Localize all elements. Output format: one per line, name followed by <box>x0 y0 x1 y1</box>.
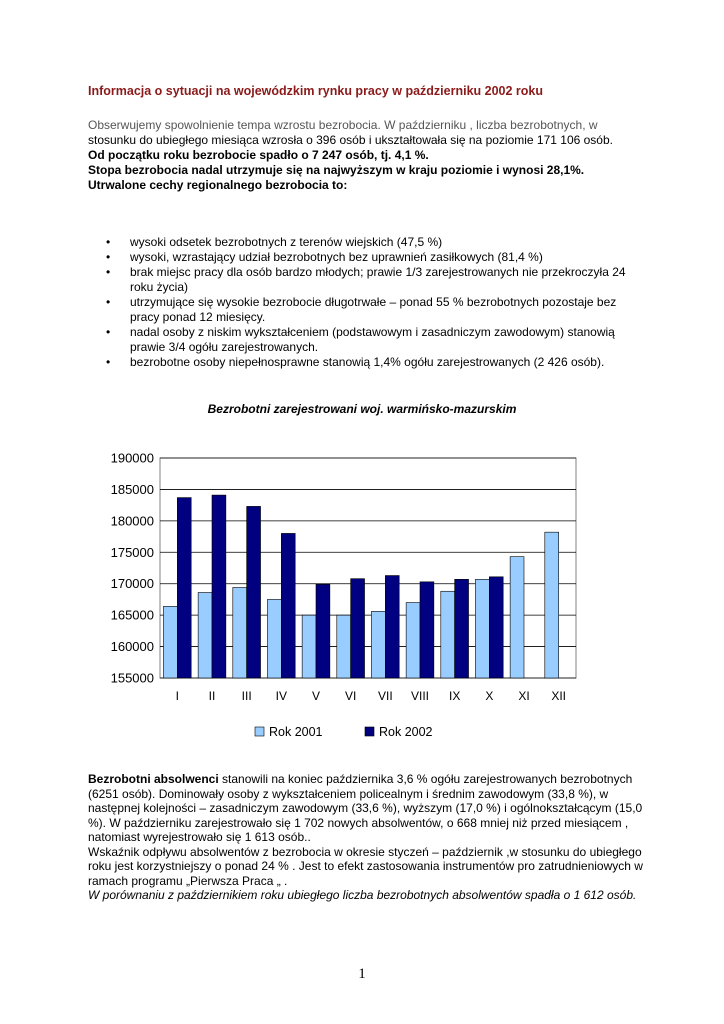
bar-rok-2001-ix <box>441 591 455 678</box>
intro-lead: Obserwujemy spowolnienie tempa wzrostu bezrobocia. W październiku , liczba bezrobotnych, w <box>88 118 598 132</box>
bar-rok-2002-v <box>316 584 330 678</box>
bar-rok-2002-iii <box>247 506 261 678</box>
bar-rok-2002-ii <box>212 495 226 678</box>
intro-text: stosunku do ubiegłego miesiąca wzrosła o 396 osób i ukształtowała się na poziomie 171 106 osób. <box>88 133 613 147</box>
x-tick-label: IX <box>448 689 461 703</box>
bar-chart <box>85 440 605 760</box>
bar-rok-2002-viii <box>420 582 434 678</box>
x-tick-label: IV <box>275 689 288 703</box>
bar-rok-2001-xii <box>545 532 559 678</box>
bar-rok-2002-i <box>177 498 191 678</box>
list-item: • utrzymujące się wysokie bezrobocie długotrwałe – ponad 55 % bezrobotnych pozostaje bez pracy ponad 12 miesięcy. <box>88 295 648 325</box>
x-tick-label: II <box>208 689 216 703</box>
y-tick-label: 160000 <box>110 639 154 655</box>
bullet-list <box>88 235 648 370</box>
list-item: • wysoki, wzrastający udział bezrobotnych bez uprawnień zasiłkowych (81,4 %) <box>88 250 648 265</box>
chart-title: Bezrobotni zarejestrowani woj. warmińsko-mazurskim <box>207 402 517 416</box>
y-tick-label: 180000 <box>110 513 154 529</box>
bar-rok-2001-v <box>302 615 316 678</box>
bar-rok-2001-iii <box>233 587 247 678</box>
bar-rok-2001-vi <box>337 615 351 678</box>
list-item: • brak miejsc pracy dla osób bardzo młodych; prawie 1/3 zarejestrowanych nie przekroczyła 24 roku życia) <box>88 265 648 295</box>
x-tick-label: X <box>485 689 494 703</box>
page-title: Informacja o sytuacji na wojewódzkim rynku pracy w październiku 2002 roku <box>88 84 544 98</box>
bar-rok-2002-x <box>489 577 503 678</box>
y-tick-label: 165000 <box>110 607 154 623</box>
bar-rok-2001-i <box>163 606 177 678</box>
x-tick-label: III <box>241 689 252 703</box>
graduates-section <box>88 772 648 903</box>
bar-rok-2002-vii <box>385 576 399 678</box>
y-tick-label: 185000 <box>110 481 154 497</box>
page-number: 1 <box>358 966 366 982</box>
y-tick-label: 170000 <box>110 576 154 592</box>
bar-rok-2001-viii <box>406 603 420 678</box>
x-tick-label: VI <box>344 689 357 703</box>
x-tick-label: I <box>175 689 180 703</box>
list-item: • bezrobotne osoby niepełnosprawne stanowią 1,4% ogółu zarejestrowanych (2 426 osób). <box>88 355 648 370</box>
bar-rok-2001-x <box>475 579 489 678</box>
legend-label: Rok 2001 <box>269 725 323 739</box>
list-item: • nadal osoby z niskim wykształceniem (podstawowym i zasadniczym zawodowym) stanowią prawie 3/4 ogółu zarejestrowanych. <box>88 325 648 355</box>
legend-swatch <box>255 727 264 736</box>
bar-rok-2002-iv <box>281 533 295 678</box>
intro-section <box>88 118 648 193</box>
bar-rok-2001-xi <box>510 557 524 678</box>
bar-rok-2001-ii <box>198 593 212 678</box>
bar-rok-2001-vii <box>371 611 385 678</box>
graduates-paragraph-2: Wskaźnik odpływu absolwentów z bezrobocia w okresie styczeń – październik ,w stosunku do ubiegłego roku jest korzystniejszy o ponad 24 % . Jest to efekt zastosowania instrumentów pro zatrudnieniowych w ramach programu „Pierwsza Praca „ . <box>88 844 643 888</box>
y-tick-label: 155000 <box>110 670 154 686</box>
x-tick-label: VIII <box>410 689 430 703</box>
x-tick-label: XI <box>518 689 530 703</box>
graduates-heading: Bezrobotni absolwenci <box>88 772 219 786</box>
bar-rok-2002-vi <box>351 579 365 678</box>
intro-bold-1: Od początku roku bezrobocie spadło o 7 247 osób, tj. 4,1 %. <box>88 148 429 162</box>
legend-label: Rok 2002 <box>379 725 433 739</box>
x-tick-label: VII <box>377 689 393 703</box>
y-tick-label: 175000 <box>110 544 154 560</box>
x-tick-label: V <box>311 689 321 703</box>
list-item: • wysoki odsetek bezrobotnych z terenów wiejskich (47,5 %) <box>88 235 648 250</box>
intro-bold-2: Stopa bezrobocia nadal utrzymuje się na najwyższym w kraju poziomie i wynosi 28,1%. <box>88 163 585 177</box>
bar-rok-2001-iv <box>267 599 281 678</box>
intro-bold-3: Utrwalone cechy regionalnego bezrobocia to: <box>88 178 348 192</box>
legend-swatch <box>365 727 374 736</box>
graduates-paragraph-3: W porównaniu z październikiem roku ubiegłego liczba bezrobotnych absolwentów spadła o 1 612 osób. <box>88 888 637 902</box>
graduates-text: stanowili na koniec października 3,6 % ogółu zarejestrowanych bezrobotnych (6251 osób). Dominowały osoby z wykształceniem policealnym i średnim zawodowym (33,8 %), w następnej kolejności – zasadniczym zawodowym (33,6 %), wyższym (17,0 %) i ogólnokształcącym (15,0 %). W październiku zarejestrowało się 1 702 nowych absolwentów, o 668 mniej niż przed miesiącem , natomiast wyrejestrowało się 1 613 osób.. <box>88 772 643 844</box>
y-tick-label: 190000 <box>110 450 154 466</box>
graduates-paragraph-1 <box>88 772 648 845</box>
bar-rok-2002-ix <box>455 579 469 678</box>
x-tick-label: XII <box>551 689 567 703</box>
